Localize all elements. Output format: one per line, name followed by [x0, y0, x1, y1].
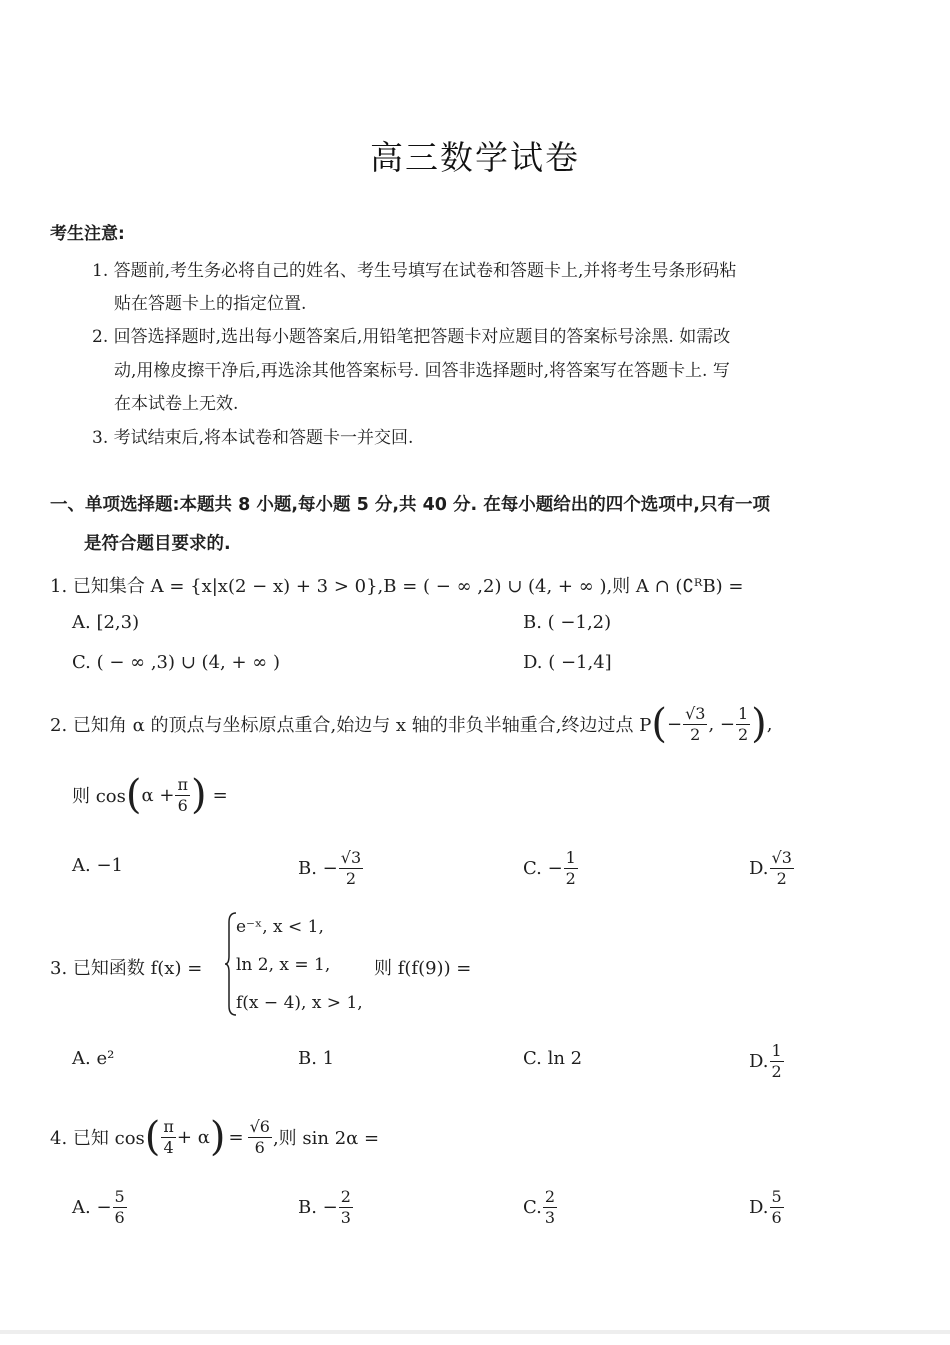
q2-point-y-fraction: $\frac{1}{2}$	[737, 703, 749, 744]
page-bottom-edge	[0, 1330, 950, 1334]
section-1-header-line-1: 一、单项选择题:本题共 8 小题,每小题 5 分,共 40 分. 在每小题给出的四个选项中,只有一项	[50, 495, 770, 515]
q4-option-c-label: C.	[523, 1196, 542, 1218]
q3-option-c: C. ln 2	[523, 1048, 583, 1069]
q2-option-b-label: B. −	[298, 857, 338, 879]
notice-item-1-line-2: 贴在答题卡上的指定位置.	[114, 294, 307, 314]
q2-line2-equals: =	[212, 784, 228, 806]
q2-line2-prefix: 则 cos	[72, 786, 126, 807]
q4-option-c	[523, 1182, 558, 1232]
notice-item-1-line-1: 1. 答题前,考生务必将自己的姓名、考生号填写在试卷和答题卡上,并将考生号条形码粘	[92, 261, 737, 281]
q4-pi-over-4-fraction: $\frac{\pi}{4}$	[163, 1116, 174, 1157]
q2-line2-alpha: α +	[141, 784, 175, 806]
notice-item-2-line-3: 在本试卷上无效.	[114, 394, 239, 414]
q3-case-1: e⁻ˣ, x < 1,	[236, 917, 324, 937]
q4-paren-open: (	[144, 1114, 161, 1160]
q2-point-separator: , −	[708, 713, 735, 735]
notice-item-2-line-2: 动,用橡皮擦干净后,再选涂其他答案标号. 回答非选择题时,将答案写在答题卡上. 写	[114, 361, 730, 381]
section-1-header-line-2: 是符合题目要求的.	[84, 534, 231, 554]
q2-option-c	[523, 843, 579, 893]
q3-option-d-fraction: $\frac{1}{2}$	[771, 1040, 782, 1081]
q1-option-b: B. ( −1,2)	[523, 612, 612, 633]
notice-item-3: 3. 考试结束后,将本试卷和答题卡一并交回.	[92, 428, 414, 448]
question-4-stem	[50, 1110, 379, 1164]
q4-option-d-fraction: $\frac{5}{6}$	[771, 1186, 782, 1227]
q2-paren-close: )	[751, 701, 767, 747]
q2-option-c-fraction: $\frac{1}{2}$	[565, 847, 576, 888]
q4-option-a-label: A. −	[72, 1196, 112, 1218]
q3-option-a: A. e²	[72, 1048, 115, 1069]
q2-option-a: A. −1	[72, 855, 123, 876]
q2-point-tail: ,	[766, 713, 773, 735]
q4-option-a-fraction: $\frac{5}{6}$	[114, 1186, 125, 1227]
q4-stem-tail: ,则 sin 2α =	[272, 1128, 380, 1149]
q4-option-a	[72, 1182, 128, 1232]
q3-stem-tail: 则 f(f(9)) =	[374, 958, 472, 979]
q2-line2-paren-open: (	[125, 772, 142, 818]
q3-case-3: f(x − 4), x > 1,	[236, 993, 363, 1013]
q4-option-b-label: B. −	[298, 1196, 338, 1218]
q4-stem-prefix: 4. 已知 cos	[50, 1128, 145, 1149]
q2-point-x-fraction: $\frac{√3}{2}$	[685, 703, 706, 744]
q3-option-d	[749, 1036, 785, 1086]
q3-case-2: ln 2, x = 1,	[236, 955, 331, 975]
q2-option-c-label: C. −	[523, 857, 563, 879]
q4-paren-close: )	[209, 1114, 226, 1160]
q3-option-b: B. 1	[298, 1048, 335, 1069]
notice-item-2-line-1: 2. 回答选择题时,选出每小题答案后,用铅笔把答题卡对应题目的答案标号涂黑. 如需改	[92, 327, 731, 347]
q4-option-d-label: D.	[749, 1196, 769, 1218]
q2-point-minus: −	[666, 713, 683, 735]
q4-equals: =	[228, 1126, 244, 1148]
q4-option-b	[298, 1182, 354, 1232]
notice-heading: 考生注意:	[50, 224, 125, 244]
q2-option-b	[298, 843, 364, 893]
q4-plus-alpha: + α	[176, 1126, 210, 1148]
q1-option-a: A. [2,3)	[72, 612, 140, 633]
q4-option-d	[749, 1182, 785, 1232]
q3-option-d-label: D.	[749, 1050, 769, 1072]
q2-line2-fraction: $\frac{\pi}{6}$	[177, 774, 188, 815]
q2-paren-open: (	[651, 701, 667, 747]
q4-sqrt6-over-6-fraction: $\frac{√6}{6}$	[249, 1116, 270, 1157]
question-2-stem	[50, 697, 773, 751]
q1-option-d: D. ( −1,4]	[523, 652, 612, 673]
q4-option-b-fraction: $\frac{2}{3}$	[340, 1186, 351, 1227]
q1-option-c: C. ( − ∞ ,3) ∪ (4, + ∞ )	[72, 652, 281, 673]
q3-piecewise-cases	[236, 908, 363, 1022]
question-1-stem: 1. 已知集合 A = {x|x(2 − x) + 3 > 0},B = ( − ∞ ,2) ∪ (4, + ∞ ),则 A ∩ (∁ᴿB) =	[50, 576, 744, 597]
q2-stem-text: 2. 已知角 α 的顶点与坐标原点重合,始边与 x 轴的非负半轴重合,终边过点 P	[50, 715, 652, 736]
q2-option-d-fraction: $\frac{√3}{2}$	[771, 847, 792, 888]
paper-title: 高三数学试卷	[370, 138, 580, 177]
question-3-stem: 3. 已知函数 f(x) =	[50, 958, 203, 979]
question-2-line-2	[72, 768, 228, 822]
q2-option-d-label: D.	[749, 857, 769, 879]
q4-option-c-fraction: $\frac{2}{3}$	[544, 1186, 556, 1227]
q2-option-b-fraction: $\frac{√3}{2}$	[340, 847, 362, 888]
q2-line2-paren-close: )	[190, 772, 207, 818]
q2-option-d	[749, 843, 795, 893]
